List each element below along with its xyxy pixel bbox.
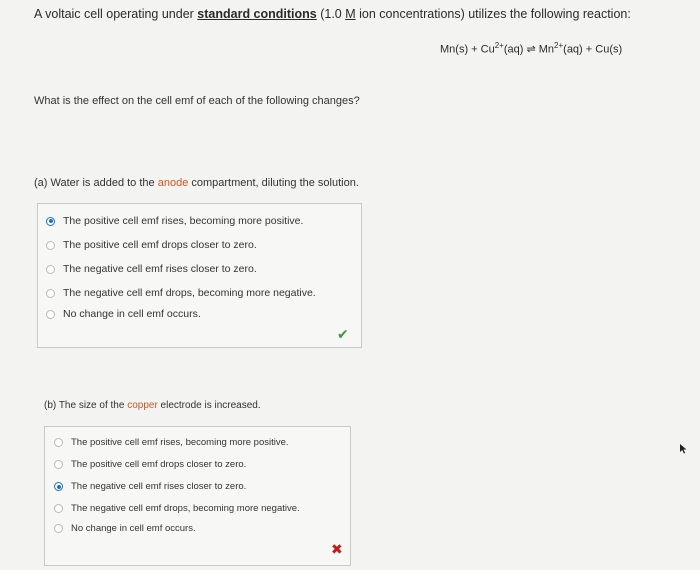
- radio-icon[interactable]: [46, 265, 55, 274]
- intro-mid: (1.0: [316, 7, 346, 21]
- part-b-option-5[interactable]: [54, 523, 196, 534]
- radio-icon[interactable]: [54, 524, 63, 533]
- part-b-option-4[interactable]: [54, 503, 300, 514]
- part-b-option-2[interactable]: [54, 459, 246, 470]
- main-question: What is the effect on the cell emf of each of the following changes?: [34, 95, 360, 107]
- part-a-option-2[interactable]: [46, 239, 257, 251]
- equilibrium-arrow-icon: ⇌: [526, 43, 536, 56]
- part-b-suffix: electrode is increased.: [157, 400, 261, 411]
- part-b-option-1[interactable]: [54, 437, 289, 448]
- problem-intro: [34, 7, 631, 21]
- part-b-answer-box: [44, 426, 351, 566]
- part-a-option-4[interactable]: [46, 287, 316, 299]
- part-a-suffix: compartment, diluting the solution.: [188, 177, 359, 189]
- reaction-equation: [440, 41, 622, 56]
- option-label: No change in cell emf occurs.: [63, 308, 201, 320]
- molarity-unit: M: [345, 7, 356, 21]
- radio-selected-icon[interactable]: [54, 482, 63, 491]
- part-a-answer-box: [37, 203, 362, 348]
- x-mark-icon: ✖: [331, 541, 343, 557]
- part-a-highlight: anode: [157, 177, 189, 189]
- radio-selected-icon[interactable]: [46, 217, 55, 226]
- intro-suffix: ion concentrations) utilizes the following reaction:: [355, 7, 631, 21]
- mouse-cursor-icon: [680, 444, 688, 454]
- option-label: The positive cell emf rises, becoming more positive.: [71, 437, 289, 448]
- part-b-prefix: (b) The size of the: [44, 400, 128, 411]
- part-a-prompt: [34, 177, 359, 189]
- reaction-left-1: Mn(s) + Cu: [440, 43, 495, 56]
- part-a-prefix: (a) Water is added to the: [34, 177, 158, 189]
- option-label: The negative cell emf rises closer to zero.: [63, 263, 257, 275]
- option-label: The negative cell emf rises closer to zero.: [71, 481, 247, 492]
- radio-icon[interactable]: [46, 241, 55, 250]
- part-b-highlight: copper: [127, 400, 158, 411]
- radio-icon[interactable]: [46, 289, 55, 298]
- option-label: The positive cell emf drops closer to zero.: [71, 459, 247, 470]
- radio-icon[interactable]: [54, 438, 63, 447]
- option-label: The negative cell emf drops, becoming more negative.: [71, 503, 300, 514]
- intro-prefix: A voltaic cell operating under: [34, 7, 198, 21]
- part-a-option-1[interactable]: [46, 215, 303, 227]
- reaction-left-2: (aq): [503, 43, 527, 56]
- reaction-charge-1: 2+: [494, 41, 504, 50]
- reaction-charge-2: 2+: [554, 41, 564, 50]
- radio-icon[interactable]: [54, 460, 63, 469]
- option-label: The positive cell emf rises, becoming more positive.: [63, 215, 304, 227]
- radio-icon[interactable]: [46, 310, 55, 319]
- part-b-option-3[interactable]: [54, 481, 246, 492]
- standard-conditions-link[interactable]: standard conditions: [197, 7, 317, 21]
- part-b-prompt: [44, 400, 261, 411]
- reaction-right-2: (aq) + Cu(s): [563, 43, 623, 56]
- part-a-option-3[interactable]: [46, 263, 257, 275]
- reaction-right-1: Mn: [535, 43, 555, 56]
- radio-icon[interactable]: [54, 504, 63, 513]
- part-a-option-5[interactable]: [46, 308, 201, 320]
- option-label: The negative cell emf drops, becoming more negative.: [63, 287, 316, 299]
- option-label: No change in cell emf occurs.: [71, 523, 196, 534]
- check-mark-icon: ✔: [337, 326, 349, 342]
- option-label: The positive cell emf drops closer to zero.: [63, 239, 257, 251]
